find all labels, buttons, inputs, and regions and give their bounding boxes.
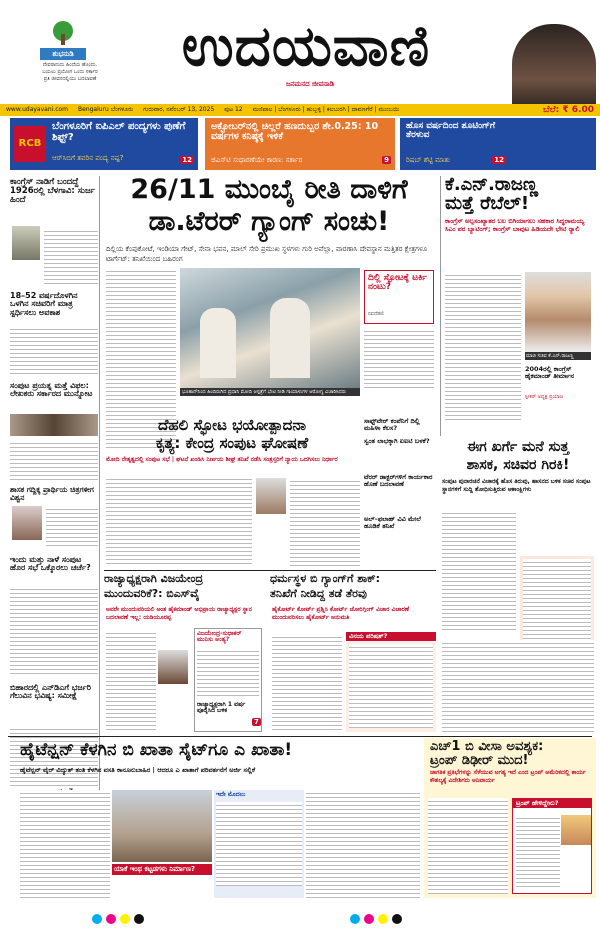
left-story3-title[interactable]: ಸಂಪುಟ ಪ್ರಯತ್ನ ಮತ್ತೆ ವಿಫಲ: ಲೇಖಕರು ಸರ್ಕಾರದ ಮುನ್ನೋಟ	[10, 381, 93, 399]
bottom-left-deck: ಹೈಟೆನ್ಷನ್ ವೈರ್ ವಿದ್ಯುತ್ ತಂತಿ ಕೆಳಗಿನ ವಸತಿ ಕಾನೂನುಬಾಹಿರ | ಆದರೂ ಎ ಖಾತಾಗೆ ಪರಿವರ್ತನೆಗೆ ಅರ್ಜಿ ಸಲ್ಲಿಕೆ	[20, 766, 256, 774]
quote-line-1: ದೇವರಾನುದು ಹಿಂದೆಯ ಹೊಂದು.	[42, 62, 98, 68]
kharge-side-box[interactable]	[520, 556, 594, 648]
bottom-right-title-1[interactable]: ಎಚ್1 ಬಿ ವೀಸಾ ಅವಶ್ಯಕ:	[430, 739, 544, 754]
kharge-title-2[interactable]: ಶಾಸಕ, ಸಚಿವರ ಗಿರಕಿ!	[466, 457, 570, 473]
second-lead-headline-2[interactable]: ಕೃತ್ಯ: ಕೇಂದ್ರ ಸಂಪುಟ ಘೋಷಣೆ	[155, 434, 309, 452]
dharmasthala-box-body	[349, 644, 433, 728]
teaser-ipl-sub: ಆರ್‌ಸಿಬಿಗೆ ತವರಿನ ಪಂದ್ಯ ನಷ್ಟ?	[52, 154, 124, 162]
right-body	[445, 272, 521, 422]
second-lead-body-2	[290, 478, 360, 566]
second-lead-photo	[256, 478, 286, 514]
mid-story1[interactable]: ಸಾಫ್ಟ್‌ವೇರ್ ಕಂಪೆನಿಗೆ ದಿಲ್ಲಿ ಮಹಿಳಾ ಕೆಲಸ?	[364, 417, 420, 432]
trump-photo	[561, 815, 591, 845]
bottom-left-title[interactable]: ಹೈಟೆನ್ಷನ್ ಕೆಳಗಿನ ಬಿ ಖಾತಾ ಸೈಟ್‌ಗೂ ಎ ಖಾತಾ!	[20, 740, 293, 760]
left-story1-title[interactable]: ಕಾಂಗ್ರೆಸ್ ನಾಡಿಗೆ ಬಂದದ್ದೆ 1926ರಲ್ಲಿ ಬೆಳಗಾವಿ: ಸುರ್ಜ ಹಿಂದೆ	[10, 177, 96, 205]
rcb-badge: RCB	[14, 126, 46, 162]
newspaper-logo[interactable]: ಉದಯವಾಣಿ	[181, 13, 431, 79]
print-dot-black	[134, 914, 144, 924]
left-story2-body	[10, 326, 98, 376]
bottom-left-body-2	[306, 790, 420, 898]
bottom-left-box-tag: ಇದೇ ಮೊದಲು	[216, 791, 246, 798]
bottom-left-box[interactable]	[214, 790, 304, 898]
print-dot-cyan-2	[350, 914, 360, 924]
page-count: ಪುಟ 12	[224, 106, 243, 113]
right-deck: ಕಾಂಗ್ರೆಸ್ ಅಲ್ಪಸಂಖ್ಯಾತರ ಬಲ ಬಿಗಿಯಾಗಲು ಸಹಕಾರ ಸಿದ್ಧರಾಮಯ್ಯ ಸಿಎಂ ಪರ ಬ್ಯಾಟಿಂಗ್; ಕಾಂಗ್ರೆಸ್ ಬಾವುಟ ಹಿಡಿಯದೇ ಭೇಟಿ ರ‍್ಯಾಲಿ	[445, 216, 585, 234]
vijayendra-box[interactable]	[194, 628, 262, 732]
right-box-title[interactable]: 2004ರಲ್ಲಿ ಕಾಂಗ್ರೆಸ್ ಹೈಕಮಾಂಡ್ ತೀರ್ಮಾನ	[525, 365, 575, 380]
mid-column	[364, 328, 434, 568]
bottom-right-deck: ಜಾಗತಿಕ ಪ್ರತಿಭೆಗಳನ್ನು ಸೆಳೆಯುವ ಅಗತ್ಯ ಇದೆ ಎಂದ ಟ್ರಂಪ್ ಅಮೆರಿಕದಲ್ಲಿ ಕಾರ್ಯ ಕೌಶಲ್ಯಕ್ಕೆ ವಿದೇಶಿಗರು ಅನಿವಾರ್ಯ	[430, 769, 586, 785]
second-lead-deck: ಮೋದಿ ನೇತೃತ್ವದಲ್ಲಿ ಸಂಪುಟ ಸಭೆ | ಘಟನೆ ಖಂಡಿಸಿ ನಿರ್ಣಯ ಶೀಘ್ರ ತನಿಖೆ ನಡೆಸಿ ಸಂತ್ರಸ್ತರಿಗೆ ನ್ಯಾಯ ಒದಗಿಸಲು ನಿರ್ಧಾರ	[106, 456, 338, 463]
left-story4-body	[46, 506, 98, 546]
divider-2	[8, 736, 592, 737]
lead-side-box[interactable]	[364, 270, 434, 324]
teaser-inflation[interactable]	[205, 118, 395, 170]
dharmasthala-box-title: ವಿನಯ ಪರಿಷತ್?	[346, 632, 436, 641]
teaser-rishab-title: ಹೊಸ ವರ್ಷದಿಂದ ಶೂಟಿಂಗ್‌ಗೆ ತೆರಳುವ	[406, 121, 496, 141]
vijayendra-photo	[158, 650, 188, 684]
emblem-label: ಶುಭನುಡಿ	[40, 48, 86, 60]
masthead-actor-photo	[512, 24, 596, 116]
print-dot-magenta-2	[364, 914, 374, 924]
price: ಬೆಲೆ: ₹ 6.00	[542, 105, 594, 115]
teaser-rishab-page[interactable]: 12	[494, 156, 504, 164]
vijayendra-box-tail: ರಾಜ್ಯಾಧ್ಯಕ್ಷರಾಗಿ 1 ವರ್ಷ ಪೂರೈಸಿದ ಬಳಿಕ	[197, 700, 246, 714]
mid-story3[interactable]: ಟೆರರ್ ಡಾಕ್ಟರ್‌ಗಳಿಗೆ ಕಾರ್ಯಕಾರ ಹೊಣೆ ಬದಲಾವಣೆ	[364, 473, 433, 488]
teaser-inflation-title: ಅಕ್ಟೋಬರ್‌ನಲ್ಲಿ ಚಿಲ್ಲರೆ ಹಣದುಬ್ಬರ ಶೇ.0.25: 10 ವರ್ಷಗಳ ಕನಿಷ್ಠಕ್ಕೆ ಇಳಿಕೆ	[211, 121, 379, 142]
vijayendra-body	[106, 630, 156, 730]
left-story1-body	[44, 228, 98, 284]
left-story4-photo	[12, 506, 42, 540]
left-story3-body	[10, 440, 98, 480]
bottom-right-section	[424, 738, 596, 898]
lead-photo-caption: ಭೂತಾನ್‌ನಿಂದ ಹಿಂದಿರುಗಿದ ಪ್ರಧಾನಿ ಮೋದಿ ಆಸ್ಪತ್ರೆಗೆ ಭೇಟಿ ನೀಡಿ ಗಾಯಾಳುಗಳ ಆರೋಗ್ಯ ವಿಚಾರಿಸಿದರು	[180, 388, 360, 396]
second-lead-headline-1[interactable]: ದೆಹಲಿ ಸ್ಫೋಟ ಭಯೋತ್ಪಾದನಾ	[158, 416, 306, 434]
lead-deck: ದಿಲ್ಲಿಯ ಕೆಂಪುಕೋಟೆ, ಇಂಡಿಯಾ ಗೇಟ್, ಸೇನಾ ಭವನ, ಮಾಲ್ ಸೇರಿ ಪ್ರಮುಖ ಸ್ಥಳಗಳು ಗುರಿ ಅವೆಲ್ಲಾ, ವಾರಣಾಸಿ ದೇವಸ್ಥಾನ ಮತ್ತಿತರ ಕ್ಷೇತ್ರಗಳೂ ಟಾರ್ಗೆಟ್: ತನಿಖೆಯಿಂದ ಬಹಿರಂಗ	[106, 245, 428, 263]
mid-story2[interactable]: ಸ್ವಂತ ಲಾಭಕ್ಕಾಗಿ ಐಐಟಿ ಬಳಕೆ?	[364, 437, 430, 445]
quote-line-2: ಬಯಲು ಪ್ರಯೋಗ ಒಂದು ಸರ್ಕಾರ	[42, 69, 98, 75]
tagline: ಜನಮನದ ಜೀವನಾಡಿ	[285, 80, 335, 88]
left-story3-photo	[10, 414, 98, 436]
bottom-left-body	[20, 790, 110, 900]
mid-body-1	[364, 328, 434, 388]
print-dot-magenta	[106, 914, 116, 924]
teaser-rishab[interactable]	[400, 118, 510, 170]
print-dot-yellow-2	[378, 914, 388, 924]
vijayendra-box-body	[197, 648, 259, 698]
left-column	[8, 176, 100, 896]
bottom-right-box[interactable]	[512, 798, 592, 894]
teaser-inflation-sub: ಜಿಎಸ್‌ಟಿ ಸುಧಾರಣೆಯೇ ಕಾರಣ: ಸರ್ಕಾರ	[211, 156, 303, 164]
date-strip	[0, 104, 600, 116]
date: ಗುರುವಾರ, ನವೆಂಬರ್ 13, 2025	[143, 106, 215, 113]
teaser-inflation-page[interactable]: 9	[384, 156, 389, 164]
divider-1	[104, 570, 436, 571]
lead-side-byline: ನವದೆಹಲಿ	[368, 311, 385, 317]
vijayendra-title-2[interactable]: ಮುಂದುವರಿಕೆ?: ಬಿಎಸ್‌ವೈ	[104, 587, 200, 600]
vijayendra-page[interactable]: 7	[254, 718, 259, 726]
left-story5-body	[10, 586, 98, 676]
bottom-left-photo	[112, 790, 212, 862]
editions: ಮಣಿಪಾಲ | ಬೆಂಗಳೂರು | ಹುಬ್ಬಳ್ಳಿ | ಕಲಬುರಗಿ | ದಾವಣಗೆರೆ | ಮುಂಬಯಿ	[252, 106, 400, 113]
website-link[interactable]: www.udayavani.com	[6, 106, 69, 113]
right-title-1[interactable]: ಕೆ.ಎನ್.ರಾಜಣ್ಣ	[445, 174, 539, 195]
lead-photo-figure-2	[270, 298, 310, 378]
city: Bengaluru ಬೆಂಗಳೂರು	[78, 106, 134, 113]
dharmasthala-deck: ಹೈಕೋರ್ಟ್ ಕೋರ್ಟ್ ಪ್ರಶ್ನಿಸಿ ಕೋರ್ಟ್ ಜೋರಿಗ್ಗಿಂಗ್ ವಿಚಾರ ವಿಚಾರಣೆ ಮುಂದುವರಿಸಲು ಹೈಕೋರ್ಟ್ ಅನುಮತಿ	[272, 606, 410, 621]
print-dot-cyan	[92, 914, 102, 924]
bottom-left-box-body	[216, 802, 302, 886]
lead-headline-2[interactable]: ಡಾ.ಟೆರರ್ ಗ್ಯಾಂಗ್ ಸಂಚು!	[148, 206, 390, 237]
lead-headline-1[interactable]: 26/11 ಮುಂಬೈ ರೀತಿ ದಾಳಿಗೆ	[130, 174, 408, 205]
mid-story4[interactable]: ಅಲ್‌–ಫಲಾಹ್ ವಿವಿ ಮೇಲೆ ಹೂಡಿಕೆ ತನಿಖೆ	[364, 515, 421, 530]
left-story1-photo	[12, 226, 40, 260]
second-lead-body	[106, 476, 252, 566]
kharge-title-1[interactable]: ಈಗ ಖರ್ಗೆ ಮನೆ ಸುತ್ತ	[466, 439, 570, 455]
left-story4-title[interactable]: ಶಾಸಕ ಗದ್ದಿಕ್ಕ ಪ್ರಾರ್ಥಿಯ ಚಿತ್ರಗಳೀಗ ವಿಶ್ವನ	[10, 485, 94, 502]
vijayendra-box-title: ವಿಜಯೇಂದ್ರ-ಸುಧಾಕರ್ ಮುನಿಸು ಅಂತ್ಯ?	[197, 630, 242, 644]
left-story5-title[interactable]: ಇಂದು ಮತ್ತು ನಾಳೆ ಸಂಪುಟ ಹೊರ ಸಭೆ ಒಕ್ಕೊರಲು ಚರ್ಚೆ?	[10, 555, 91, 573]
right-title-2[interactable]: ಮತ್ತೆ ರೆಬೆಲ್!	[445, 192, 530, 214]
bottom-right-box-title: ಟ್ರಂಪ್ ಹೇಳಿದ್ದೇನು?	[513, 799, 591, 808]
teaser-rishab-sub: ರಿಷಬ್ ಶೆಟ್ಟಿ ಮಾತು	[406, 156, 451, 164]
bottom-left-box-title[interactable]: ಯಾಕೆ ಇಂಥ ಕಟ್ಟಡಗಳು ನಿರ್ಮಾಣ?	[112, 864, 212, 875]
teaser-ipl[interactable]	[10, 118, 198, 170]
print-dot-black-2	[392, 914, 402, 924]
masthead	[0, 0, 600, 104]
kharge-deck: ಸಂಪುಟ ಪುನಾರಚನೆ ವಿಚಾರಕ್ಕೆ ಹೊಸ ತಿರುವು, ಹಾಸನದ ಬಳಿಕ ಸಚಿವ ಸಂಪುಟ ಸ್ಥಾನಗಳಿಗೆ ಸುದ್ದಿ ಶೋಧಿಸುತ್ತಿರುವ ಆಕಾಂಕ್ಷಿಗಳು	[442, 478, 591, 493]
dharmasthala-body	[272, 634, 342, 732]
bottom-right-title-2[interactable]: ಟ್ರಂಪ್ ಡಿಢೀರ್ ಮುದ!	[430, 752, 529, 768]
lead-photo	[180, 268, 360, 388]
rajanna-caption: ಮಾಜಿ ಸಚಿವ ಕೆ.ಎನ್.ರಾಜಣ್ಣ	[525, 352, 591, 360]
print-dot-yellow	[120, 914, 130, 924]
teaser-ipl-title: ಬೆಂಗಳೂರಿಗೆ ಐಪಿಎಲ್ ಪಂದ್ಯಗಳು ಪುಣೆಗೆ ಶಿಫ್ಟ್?	[52, 121, 186, 143]
kharge-side-body	[523, 559, 591, 643]
dharmasthala-title-1[interactable]: ಧರ್ಮಸ್ಥಳ ಬಿ ಗ್ಯಾಂಗ್‌ಗೆ ಶಾಕ್:	[270, 572, 381, 585]
bottom-right-body	[428, 798, 508, 894]
dharmasthala-title-2[interactable]: ತನಿಖೆಗೆ ನೀಡಿದ್ದ ತಡೆ ತೆರವು	[270, 587, 367, 600]
rajanna-photo	[525, 272, 591, 352]
right-column	[440, 176, 596, 436]
teaser-ipl-page[interactable]: 12	[182, 156, 192, 164]
bottom-right-box-body	[516, 815, 560, 889]
vijayendra-deck: ಅವರೇ ಮುಂದುವರಿಯಲಿ ಅಂತ ಹೈಕಮಾಂಡ್ ಅಭಿಪ್ರಾಯ ರಾಜ್ಯಾಧ್ಯಕ್ಷರ ಸ್ಥಾನ ಬದಲಾವಣೆ ಇಲ್ಲ: ಯಡಿಯೂರಪ್ಪ	[106, 606, 252, 621]
lead-photo-figure-1	[200, 308, 236, 378]
right-box-byline: ಸ್ಪೀಕರ್ ಅಧ್ಯಕ್ಷ ಪ್ರಯಾಣ	[525, 394, 564, 400]
left-story2-title[interactable]: 18–52 ವರ್ಷದೊಳಗಿನ ಒಳಗಿನ ಸಚಿವರಿಗೆ ಮಾತ್ರ ಸ್ಪರ್ಧಿಸಲು ಅವಕಾಶ	[10, 291, 78, 317]
quote-line-3: ಪ್ರತಿ ಜೀವನದಲ್ಲಿಯು ಬದಲಾವಣೆ	[43, 76, 97, 82]
vijayendra-title-1[interactable]: ರಾಜ್ಯಾಧ್ಯಕ್ಷರಾಗಿ ವಿಜಯೇಂದ್ರ	[104, 572, 203, 585]
teaser-rishab-photo-bg	[510, 118, 596, 170]
dharmasthala-box[interactable]	[346, 632, 436, 732]
kharge-body	[442, 510, 516, 630]
lead-side-title: ದಿಲ್ಲಿ ಸ್ಫೋಟಕ್ಕೆ ಟರ್ಕಿ ನಂಟು?	[368, 273, 427, 293]
emblem-tree-icon	[48, 20, 78, 46]
kharge-body-2	[442, 640, 594, 732]
left-story6-title[interactable]: ಬಿಹಾರದಲ್ಲಿ ಎನ್‌ಡಿಎಗೆ ಭರ್ಜರಿ ಗೆಲುವಿನ ಭವಿಷ್ಯ: ಸಮೀಕ್ಷೆ	[10, 683, 91, 701]
